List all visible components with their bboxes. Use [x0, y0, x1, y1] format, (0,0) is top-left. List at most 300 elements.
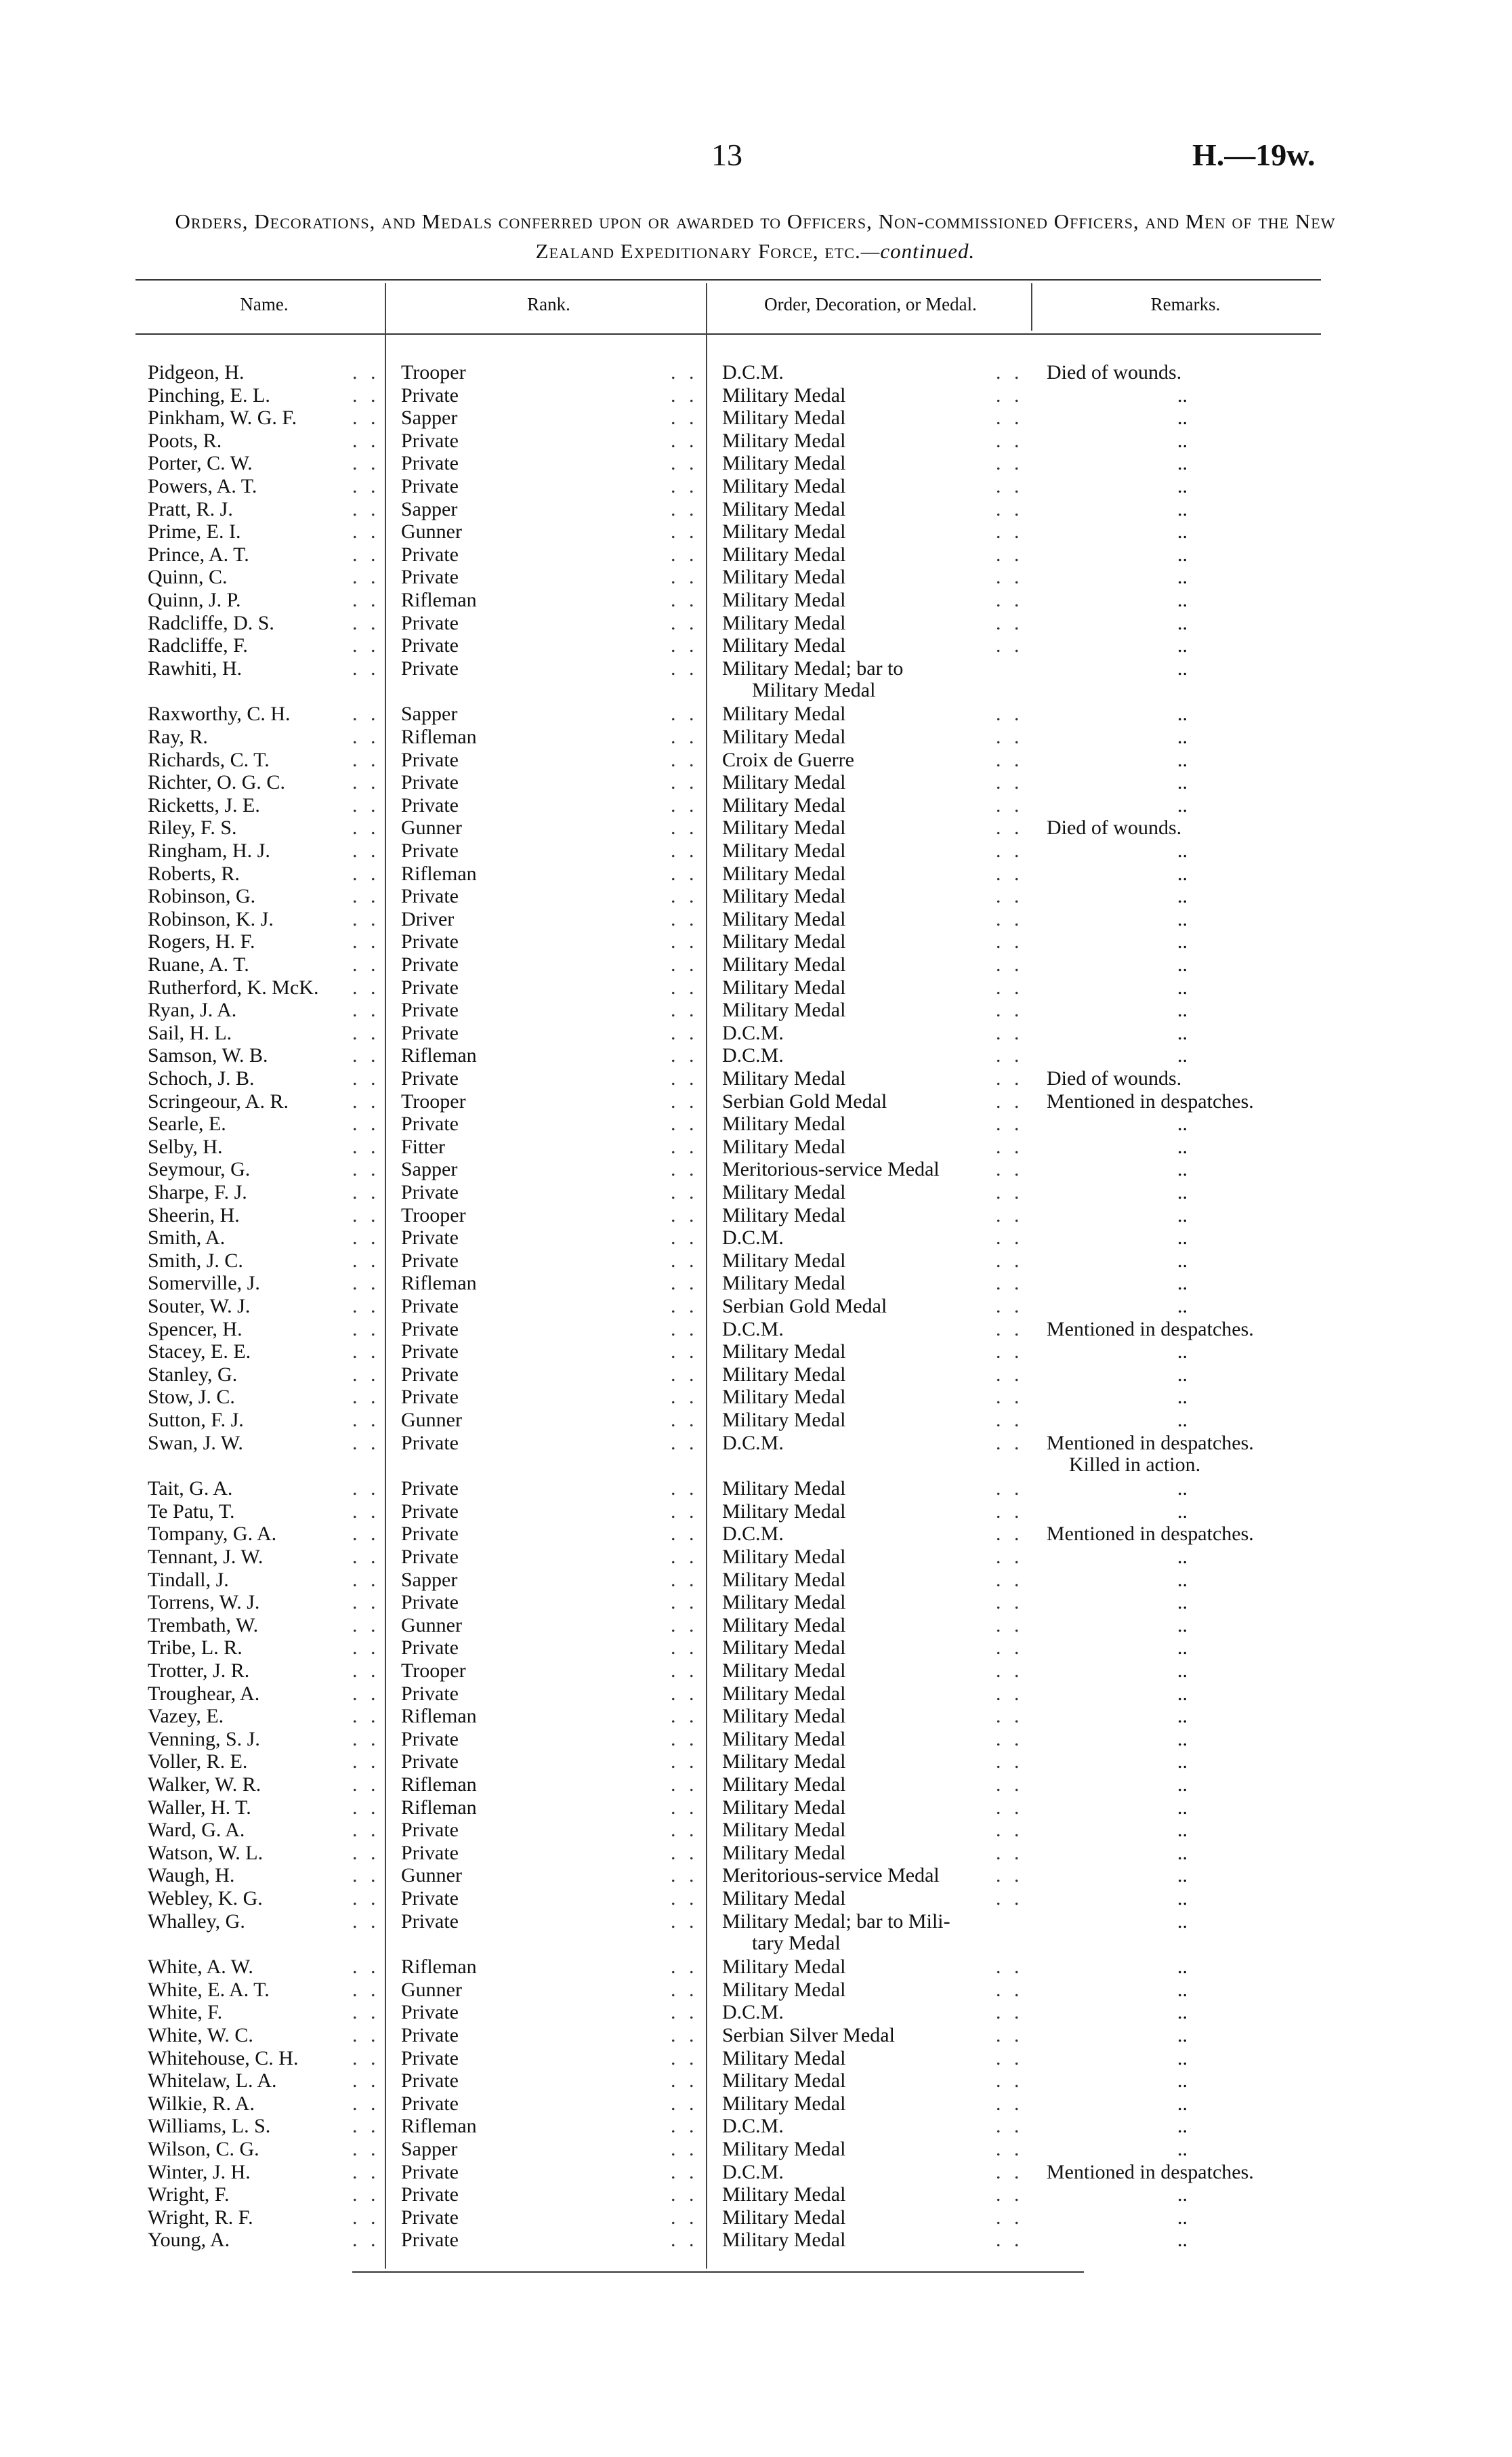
rank-cell: Private [401, 1477, 459, 1500]
award-leader: . . [996, 1067, 1024, 1090]
name-leader: . . [352, 1864, 380, 1886]
rank-leader: . . [671, 1477, 698, 1500]
table-row [0, 1705, 1512, 1728]
name-leader: . . [352, 1272, 380, 1294]
name-leader: . . [352, 1546, 380, 1568]
rank-leader: . . [671, 1181, 698, 1203]
award-leader: . . [996, 771, 1024, 793]
table-row [0, 1864, 1512, 1887]
name-leader: . . [352, 2047, 380, 2069]
rank-leader: . . [671, 1796, 698, 1819]
remarks-cell: .. [1177, 1887, 1188, 1909]
rank-leader: . . [671, 1136, 698, 1158]
table-row [0, 1340, 1512, 1363]
name-leader: . . [352, 2161, 380, 2183]
rank-cell: Sapper [401, 1569, 458, 1591]
rank-leader: . . [671, 1591, 698, 1613]
rank-leader: . . [671, 1750, 698, 1773]
table-row [0, 1659, 1512, 1682]
rank-cell: Sapper [401, 1158, 458, 1180]
table-row [0, 976, 1512, 999]
name-cell: Tindall, J. [148, 1569, 229, 1591]
remarks-cell: .. [1177, 1272, 1188, 1294]
award-cell: Military Medal [722, 1887, 846, 1909]
award-cell: Military Medal [722, 1796, 846, 1819]
award-cell: Serbian Gold Medal [722, 1295, 887, 1317]
name-cell: Sutton, F. J. [148, 1409, 244, 1431]
rank-leader: . . [671, 566, 698, 588]
award-leader: . . [996, 1477, 1024, 1500]
award-cell: Military Medal [722, 930, 846, 953]
table-row [0, 1956, 1512, 1979]
remarks-cell: .. [1177, 2024, 1188, 2046]
name-cell: Selby, H. [148, 1136, 223, 1158]
award-leader: . . [996, 885, 1024, 907]
name-cell: Quinn, C. [148, 566, 228, 588]
award-leader: . . [996, 520, 1024, 543]
award-cell: Military Medal [722, 1979, 846, 2001]
table-row [0, 1569, 1512, 1592]
remarks-cell: .. [1177, 1773, 1188, 1796]
name-leader: . . [352, 908, 380, 930]
rank-leader: . . [671, 1204, 698, 1226]
rank-cell: Private [401, 1750, 459, 1773]
award-leader: . . [996, 1090, 1024, 1113]
award-leader: . . [996, 566, 1024, 588]
award-leader: . . [996, 1796, 1024, 1819]
table-row [0, 1523, 1512, 1546]
table-row [0, 520, 1512, 543]
award-cell: Military Medal [722, 1067, 846, 1090]
award-leader: . . [996, 1842, 1024, 1864]
name-leader: . . [352, 2069, 380, 2092]
rank-leader: . . [671, 2069, 698, 2092]
award-cell: Military Medal [722, 1842, 846, 1864]
rank-cell: Trooper [401, 1204, 466, 1226]
award-cell: Military Medal [722, 2183, 846, 2206]
name-cell: Robinson, K. J. [148, 908, 274, 930]
rank-cell: Private [401, 1067, 459, 1090]
table-row [0, 908, 1512, 931]
name-cell: Souter, W. J. [148, 1295, 251, 1317]
rank-leader: . . [671, 1910, 698, 1933]
name-leader: . . [352, 1523, 380, 1545]
rank-cell: Rifleman [401, 1956, 477, 1978]
rank-cell: Private [401, 612, 459, 634]
award-cell: Military Medal [722, 2206, 846, 2229]
name-cell: Te Patu, T. [148, 1500, 235, 1523]
award-leader: . . [996, 1113, 1024, 1135]
remarks-cell: Mentioned in despatches. [1047, 1318, 1254, 1340]
name-cell: Seymour, G. [148, 1158, 251, 1180]
col-head-award: Order, Decoration, or Medal. [764, 294, 977, 314]
award-leader: . . [996, 1705, 1024, 1727]
table-row [0, 1477, 1512, 1500]
name-leader: . . [352, 1750, 380, 1773]
name-leader: . . [352, 1569, 380, 1591]
name-cell: Radcliffe, F. [148, 634, 248, 657]
name-leader: . . [352, 543, 380, 566]
rank-leader: . . [671, 1500, 698, 1523]
award-leader: . . [996, 1819, 1024, 1841]
remarks-cell: .. [1177, 749, 1188, 771]
name-leader: . . [352, 771, 380, 793]
table-row [0, 1887, 1512, 1910]
name-cell: Smith, J. C. [148, 1250, 243, 1272]
award-cell: Military Medal [722, 2138, 846, 2160]
remarks-cell: .. [1177, 908, 1188, 930]
table-row [0, 384, 1512, 407]
name-cell: Whitehouse, C. H. [148, 2047, 299, 2069]
rank-cell: Sapper [401, 407, 458, 429]
name-leader: . . [352, 1158, 380, 1180]
award-leader: . . [996, 407, 1024, 429]
rank-cell: Private [401, 1682, 459, 1705]
rank-leader: . . [671, 840, 698, 862]
remarks-cell: .. [1177, 1956, 1188, 1978]
table-row [0, 430, 1512, 453]
name-leader: . . [352, 726, 380, 748]
name-cell: Poots, R. [148, 430, 222, 452]
document-id: H.—19w. [1192, 138, 1316, 172]
name-leader: . . [352, 1910, 380, 1933]
table-row [0, 589, 1512, 612]
name-cell: Torrens, W. J. [148, 1591, 260, 1613]
remarks-cell: .. [1177, 1659, 1188, 1682]
rank-leader: . . [671, 475, 698, 497]
table-row [0, 475, 1512, 498]
award-cell: Military Medal [722, 1181, 846, 1203]
rank-cell: Private [401, 1728, 459, 1750]
name-cell: Pidgeon, H. [148, 361, 245, 384]
award-leader: . . [996, 1044, 1024, 1067]
name-leader: . . [352, 1318, 380, 1340]
award-cell: Serbian Silver Medal [722, 2024, 895, 2046]
rank-cell: Private [401, 976, 459, 999]
remarks-cell: Mentioned in despatches. [1047, 2161, 1254, 2183]
award-leader: . . [996, 1864, 1024, 1886]
name-leader: . . [352, 1067, 380, 1090]
name-leader: . . [352, 1659, 380, 1682]
rank-cell: Private [401, 1295, 459, 1317]
award-cell: Military Medal [722, 1614, 846, 1636]
award-cell: Military Medal [722, 589, 846, 611]
remarks-cell: .. [1177, 1386, 1188, 1408]
rank-cell: Private [401, 794, 459, 817]
award-cell: Military Medal [722, 1477, 846, 1500]
rank-leader: . . [671, 1546, 698, 1568]
table-row [0, 2183, 1512, 2206]
table-row [0, 1773, 1512, 1796]
name-leader: . . [352, 2115, 380, 2137]
remarks-cell: .. [1177, 1614, 1188, 1636]
award-leader: . . [996, 1409, 1024, 1431]
award-cell: D.C.M. [722, 2161, 784, 2183]
award-cell: Meritorious-service Medal [722, 1864, 940, 1886]
name-leader: . . [352, 817, 380, 839]
page-heading [169, 207, 1341, 266]
award-leader: . . [996, 2092, 1024, 2115]
name-cell: White, E. A. T. [148, 1979, 270, 2001]
rank-cell: Private [401, 1842, 459, 1864]
award-leader: . . [996, 452, 1024, 474]
name-leader: . . [352, 634, 380, 657]
award-leader: . . [996, 1956, 1024, 1978]
award-leader: . . [996, 794, 1024, 817]
name-cell: Trembath, W. [148, 1614, 259, 1636]
remarks-cell: .. [1177, 2092, 1188, 2115]
rank-leader: . . [671, 2229, 698, 2251]
remarks-cell: .. [1177, 543, 1188, 566]
remarks-cell: .. [1177, 953, 1188, 976]
award-cell: Military Medal [722, 384, 846, 407]
rank-cell: Gunner [401, 1614, 462, 1636]
name-leader: . . [352, 475, 380, 497]
remarks-cell: Died of wounds. [1047, 817, 1182, 839]
award-leader: . . [996, 361, 1024, 384]
rank-cell: Rifleman [401, 863, 477, 885]
award-cell: Military Medal [722, 1682, 846, 1705]
remarks-cell: .. [1177, 1158, 1188, 1180]
rank-cell: Private [401, 2001, 459, 2023]
award-cell: Military Medal [722, 475, 846, 497]
rank-cell: Gunner [401, 520, 462, 543]
award-leader: . . [996, 1728, 1024, 1750]
name-leader: . . [352, 1636, 380, 1659]
remarks-cell: Mentioned in despatches. [1047, 1090, 1254, 1113]
award-leader: . . [996, 498, 1024, 520]
rank-cell: Private [401, 2183, 459, 2206]
rank-cell: Private [401, 1910, 459, 1933]
name-leader: . . [352, 1500, 380, 1523]
rank-cell: Private [401, 657, 459, 680]
name-cell: Williams, L. S. [148, 2115, 271, 2137]
rank-cell: Private [401, 1591, 459, 1613]
rank-leader: . . [671, 498, 698, 520]
rank-leader: . . [671, 2092, 698, 2115]
rank-leader: . . [671, 361, 698, 384]
award-leader: . . [996, 1272, 1024, 1294]
rank-leader: . . [671, 1409, 698, 1431]
rank-leader: . . [671, 407, 698, 429]
remarks-cell: .. [1177, 930, 1188, 953]
name-leader: . . [352, 2183, 380, 2206]
award-cell: Military Medal [722, 726, 846, 748]
rank-leader: . . [671, 1523, 698, 1545]
award-leader: . . [996, 1569, 1024, 1591]
table-row [0, 1614, 1512, 1637]
table-row [0, 1910, 1512, 1954]
name-cell: White, A. W. [148, 1956, 253, 1978]
remarks-cell: .. [1177, 1591, 1188, 1613]
remarks-cell: .. [1177, 1979, 1188, 2001]
table-row [0, 1409, 1512, 1432]
name-cell: Riley, F. S. [148, 817, 237, 839]
name-cell: Samson, W. B. [148, 1044, 268, 1067]
award-cell: Military Medal [722, 840, 846, 862]
award-leader: . . [996, 976, 1024, 999]
remarks-cell: Mentioned in despatches. [1047, 1432, 1254, 1454]
award-cell: Croix de Guerre [722, 749, 854, 771]
award-leader: . . [996, 2229, 1024, 2251]
award-leader: . . [996, 1340, 1024, 1363]
name-cell: Waugh, H. [148, 1864, 235, 1886]
rank-leader: . . [671, 1044, 698, 1067]
award-cell: D.C.M. [722, 1432, 784, 1454]
name-cell: Tompany, G. A. [148, 1523, 277, 1545]
rank-cell: Rifleman [401, 1796, 477, 1819]
rank-cell: Private [401, 840, 459, 862]
rank-cell: Sapper [401, 2138, 458, 2160]
name-leader: . . [352, 953, 380, 976]
table-row [0, 2138, 1512, 2161]
name-leader: . . [352, 999, 380, 1021]
rank-cell: Private [401, 1181, 459, 1203]
name-leader: . . [352, 1226, 380, 1249]
award-cell: Military Medal [722, 2069, 846, 2092]
name-leader: . . [352, 566, 380, 588]
name-cell: Prince, A. T. [148, 543, 249, 566]
table-row [0, 1295, 1512, 1318]
remarks-cell: .. [1177, 1409, 1188, 1431]
name-leader: . . [352, 498, 380, 520]
name-leader: . . [352, 2229, 380, 2251]
name-cell: Roberts, R. [148, 863, 240, 885]
rank-leader: . . [671, 612, 698, 634]
award-leader: . . [996, 817, 1024, 839]
remarks-cell: .. [1177, 1477, 1188, 1500]
name-leader: . . [352, 1477, 380, 1500]
name-cell: Watson, W. L. [148, 1842, 264, 1864]
remarks-cell: .. [1177, 1181, 1188, 1203]
table-row [0, 543, 1512, 566]
award-leader: . . [996, 1022, 1024, 1044]
name-cell: Trotter, J. R. [148, 1659, 250, 1682]
name-leader: . . [352, 1250, 380, 1272]
remarks-cell: .. [1177, 1204, 1188, 1226]
award-leader: . . [996, 1363, 1024, 1386]
table-row [0, 726, 1512, 749]
rank-cell: Private [401, 749, 459, 771]
rank-cell: Private [401, 1113, 459, 1135]
remarks-cell: .. [1177, 794, 1188, 817]
award-cell: Military Medal [722, 1819, 846, 1841]
award-leader: . . [996, 908, 1024, 930]
award-cell: Military Medal [722, 885, 846, 907]
rank-cell: Rifleman [401, 1773, 477, 1796]
table-row [0, 2206, 1512, 2229]
rank-cell: Private [401, 1432, 459, 1454]
col-head-name: Name. [240, 294, 289, 314]
table-row [0, 885, 1512, 908]
name-cell: Somerville, J. [148, 1272, 260, 1294]
name-leader: . . [352, 384, 380, 407]
table-row [0, 2229, 1512, 2252]
rank-cell: Private [401, 2092, 459, 2115]
name-cell: Swan, J. W. [148, 1432, 243, 1454]
name-leader: . . [352, 1181, 380, 1203]
award-leader: . . [996, 1136, 1024, 1158]
rank-cell: Rifleman [401, 726, 477, 748]
rank-cell: Private [401, 1340, 459, 1363]
award-leader: . . [996, 1614, 1024, 1636]
rank-leader: . . [671, 1569, 698, 1591]
table-row [0, 2161, 1512, 2184]
rank-cell: Private [401, 1022, 459, 1044]
remarks-cell: .. [1177, 1750, 1188, 1773]
name-cell: Vazey, E. [148, 1705, 224, 1727]
award-leader: . . [996, 1636, 1024, 1659]
remarks-cell: .. [1177, 407, 1188, 429]
name-cell: Sheerin, H. [148, 1204, 240, 1226]
name-leader: . . [352, 2206, 380, 2229]
table-row [0, 999, 1512, 1022]
rank-leader: . . [671, 2161, 698, 2183]
name-cell: Tribe, L. R. [148, 1636, 243, 1659]
name-leader: . . [352, 885, 380, 907]
rank-leader: . . [671, 749, 698, 771]
award-leader: . . [996, 1682, 1024, 1705]
rank-cell: Gunner [401, 817, 462, 839]
award-cell: D.C.M. [722, 1523, 784, 1545]
table-row [0, 703, 1512, 726]
rank-leader: . . [671, 703, 698, 725]
remarks-cell: .. [1177, 1569, 1188, 1591]
name-cell: Ryan, J. A. [148, 999, 237, 1021]
name-cell: Robinson, G. [148, 885, 256, 907]
award-leader: . . [996, 2183, 1024, 2206]
rank-leader: . . [671, 520, 698, 543]
table-row [0, 612, 1512, 635]
award-cell: Military Medal [722, 976, 846, 999]
name-cell: Porter, C. W. [148, 452, 253, 474]
table-row [0, 2047, 1512, 2070]
table-row [0, 863, 1512, 886]
award-cell: Military Medal [722, 1728, 846, 1750]
name-cell: Wright, R. F. [148, 2206, 253, 2229]
award-cell: Military Medal; bar to Mili- [722, 1910, 950, 1933]
name-cell: Schoch, J. B. [148, 1067, 255, 1090]
name-leader: . . [352, 749, 380, 771]
name-leader: . . [352, 1136, 380, 1158]
award-leader: . . [996, 1979, 1024, 2001]
name-cell: Walker, W. R. [148, 1773, 261, 1796]
name-leader: . . [352, 1796, 380, 1819]
table-row [0, 1636, 1512, 1659]
rank-leader: . . [671, 1386, 698, 1408]
award-cell: Military Medal [722, 634, 846, 657]
name-leader: . . [352, 1295, 380, 1317]
remarks-cell: .. [1177, 612, 1188, 634]
table-row [0, 498, 1512, 521]
name-cell: Spencer, H. [148, 1318, 243, 1340]
award-leader: . . [996, 703, 1024, 725]
rank-leader: . . [671, 1318, 698, 1340]
rank-leader: . . [671, 430, 698, 452]
name-leader: . . [352, 2024, 380, 2046]
award-cell: Military Medal [722, 1500, 846, 1523]
name-leader: . . [352, 407, 380, 429]
rank-leader: . . [671, 1295, 698, 1317]
footer-rule [352, 2271, 1084, 2273]
name-leader: . . [352, 1728, 380, 1750]
table-row [0, 1318, 1512, 1341]
award-leader: . . [996, 840, 1024, 862]
table-row [0, 953, 1512, 976]
name-leader: . . [352, 1340, 380, 1363]
award-cell: Military Medal [722, 1386, 846, 1408]
award-cell: Military Medal [722, 1659, 846, 1682]
